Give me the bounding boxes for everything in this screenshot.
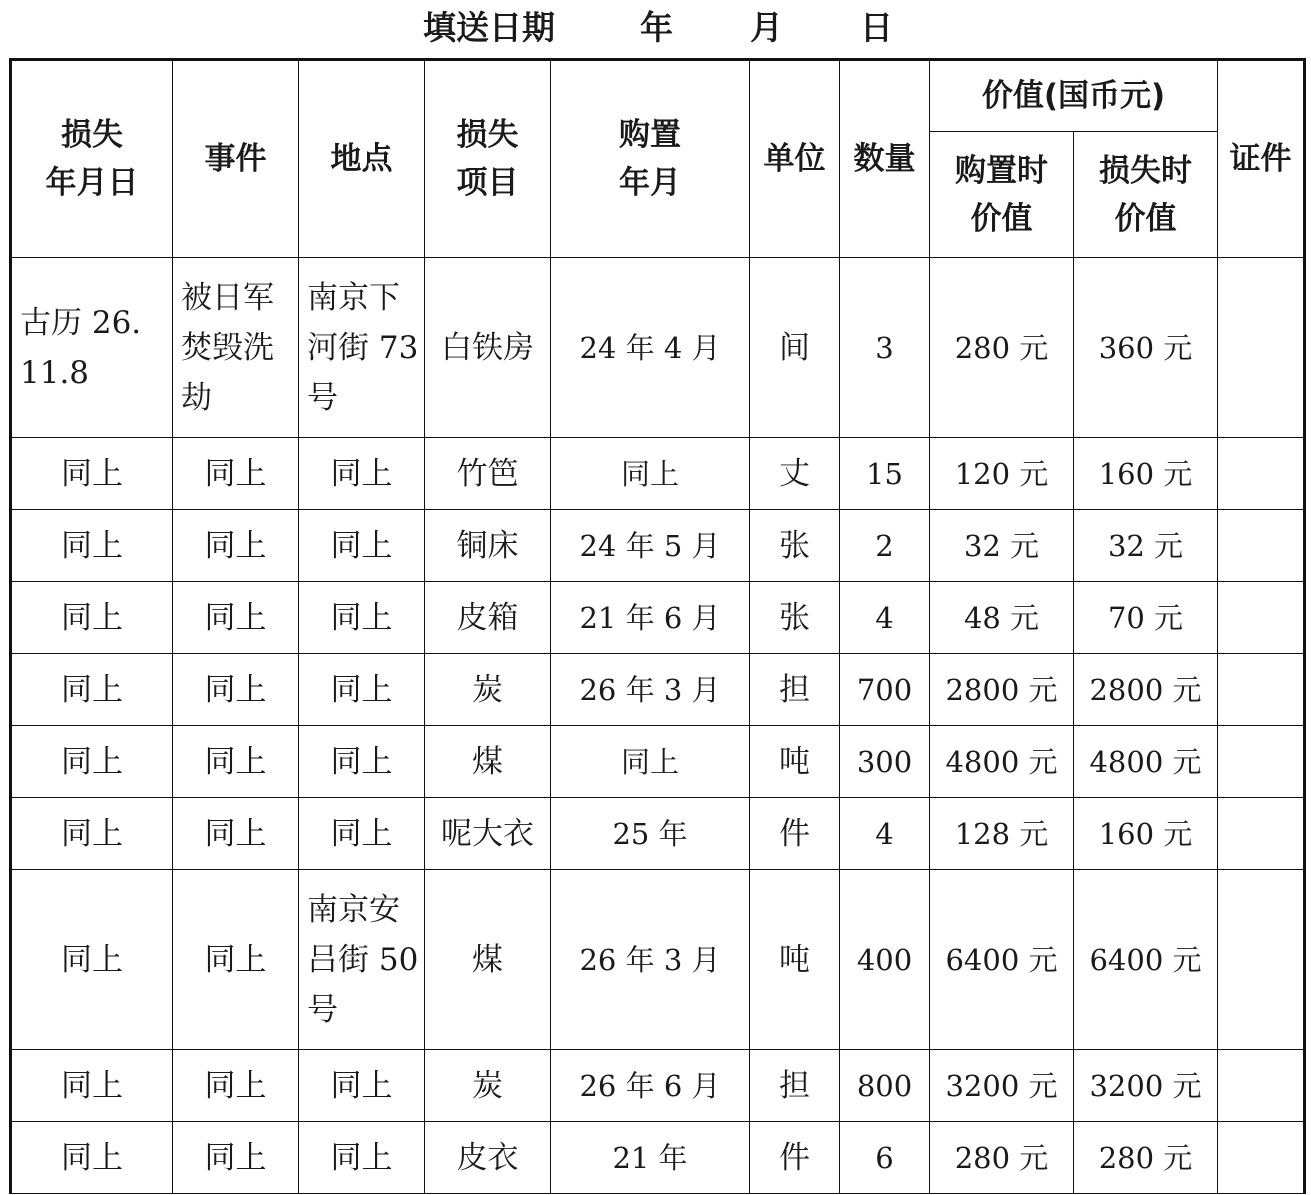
cell-quantity: 3 [840, 258, 930, 438]
cell-purchase-date: 24 年 5 月 [551, 510, 750, 582]
cell-loss-item: 铜床 [425, 510, 551, 582]
header-unit: 单位 [750, 60, 840, 258]
cell-event: 同上 [173, 582, 299, 654]
table-row [11, 870, 1305, 1050]
cell-loss-value: 3200 元 [1074, 1050, 1218, 1122]
header-certificate: 证件 [1218, 60, 1305, 258]
cell-line: 11.8 [20, 354, 90, 391]
cell-line: 南京下 [307, 279, 400, 316]
cell-location: 同上 [299, 726, 425, 798]
cell-certificate [1218, 438, 1305, 510]
cell-certificate [1218, 726, 1305, 798]
table-row [11, 726, 1305, 798]
cell-line: 号 [307, 379, 338, 416]
year-label: 年 [640, 8, 673, 47]
cell-loss-value: 32 元 [1074, 510, 1218, 582]
cell-event [173, 258, 299, 438]
cell-loss-item: 白铁房 [425, 258, 551, 438]
cell-event: 同上 [173, 438, 299, 510]
cell-loss-value: 360 元 [1074, 258, 1218, 438]
table-row [11, 582, 1305, 654]
cell-quantity: 4 [840, 582, 930, 654]
cell-certificate [1218, 1050, 1305, 1122]
cell-event: 同上 [173, 726, 299, 798]
cell-loss-date: 同上 [11, 870, 173, 1050]
header-loss-item [425, 60, 551, 258]
cell-loss-value: 160 元 [1074, 438, 1218, 510]
cell-purchase-date: 同上 [551, 438, 750, 510]
cell-certificate [1218, 1122, 1305, 1194]
cell-loss-value: 4800 元 [1074, 726, 1218, 798]
cell-purchase-value: 280 元 [930, 258, 1074, 438]
cell-event: 同上 [173, 1122, 299, 1194]
cell-purchase-value: 4800 元 [930, 726, 1074, 798]
cell-certificate [1218, 582, 1305, 654]
cell-loss-date: 同上 [11, 654, 173, 726]
cell-location: 同上 [299, 582, 425, 654]
cell-purchase-value: 6400 元 [930, 870, 1074, 1050]
cell-certificate [1218, 654, 1305, 726]
cell-line: 焚毁洗 [181, 329, 274, 366]
header-location: 地点 [299, 60, 425, 258]
cell-loss-date: 同上 [11, 510, 173, 582]
cell-purchase-date: 26 年 3 月 [551, 654, 750, 726]
cell-unit: 吨 [750, 870, 840, 1050]
cell-purchase-value: 280 元 [930, 1122, 1074, 1194]
cell-purchase-value: 128 元 [930, 798, 1074, 870]
table-row [11, 438, 1305, 510]
cell-location: 同上 [299, 438, 425, 510]
cell-loss-item: 炭 [425, 654, 551, 726]
cell-certificate [1218, 798, 1305, 870]
loss-table [9, 58, 1306, 1194]
cell-quantity: 800 [840, 1050, 930, 1122]
cell-line: 河街 73 [307, 329, 419, 366]
cell-loss-date: 同上 [11, 1122, 173, 1194]
cell-quantity: 300 [840, 726, 930, 798]
cell-loss-date: 同上 [11, 1050, 173, 1122]
cell-line: 被日军 [181, 279, 274, 316]
cell-unit: 间 [750, 258, 840, 438]
month-label: 月 [750, 8, 783, 47]
cell-loss-date [11, 258, 173, 438]
header-loss-value-line1: 损失时 [1099, 152, 1192, 189]
cell-loss-value: 6400 元 [1074, 870, 1218, 1050]
cell-line: 劫 [181, 379, 212, 416]
cell-unit: 丈 [750, 438, 840, 510]
cell-line: 号 [307, 991, 338, 1028]
cell-purchase-value: 3200 元 [930, 1050, 1074, 1122]
cell-quantity: 700 [840, 654, 930, 726]
cell-purchase-date: 26 年 3 月 [551, 870, 750, 1050]
header-row-top [11, 60, 1305, 132]
cell-location: 同上 [299, 798, 425, 870]
cell-purchase-date: 21 年 6 月 [551, 582, 750, 654]
cell-loss-item: 煤 [425, 726, 551, 798]
header-loss-value-line2: 价值 [1114, 200, 1177, 237]
cell-loss-item: 炭 [425, 1050, 551, 1122]
cell-line: 古历 26. [20, 304, 142, 341]
cell-location [299, 870, 425, 1050]
header-loss-item-line1: 损失 [456, 117, 519, 153]
cell-quantity: 6 [840, 1122, 930, 1194]
cell-purchase-value: 2800 元 [930, 654, 1074, 726]
table-row [11, 1050, 1305, 1122]
cell-unit: 担 [750, 1050, 840, 1122]
cell-location: 同上 [299, 510, 425, 582]
table-row [11, 798, 1305, 870]
cell-unit: 张 [750, 510, 840, 582]
cell-loss-item: 皮箱 [425, 582, 551, 654]
header-loss-date-line2: 年月日 [45, 165, 139, 201]
cell-purchase-date: 26 年 6 月 [551, 1050, 750, 1122]
header-loss-item-line2: 项目 [456, 165, 519, 201]
cell-certificate [1218, 870, 1305, 1050]
cell-purchase-date: 21 年 [551, 1122, 750, 1194]
table-row [11, 654, 1305, 726]
cell-loss-item: 皮衣 [425, 1122, 551, 1194]
header-purchase-value [930, 132, 1074, 258]
header-purchase-date-line2: 年月 [619, 165, 681, 201]
cell-quantity: 4 [840, 798, 930, 870]
cell-unit: 担 [750, 654, 840, 726]
cell-loss-item: 煤 [425, 870, 551, 1050]
table-row [11, 1122, 1305, 1194]
cell-loss-value: 280 元 [1074, 1122, 1218, 1194]
cell-loss-date: 同上 [11, 726, 173, 798]
cell-purchase-date: 25 年 [551, 798, 750, 870]
cell-event: 同上 [173, 1050, 299, 1122]
cell-unit: 件 [750, 1122, 840, 1194]
cell-loss-item: 呢大衣 [425, 798, 551, 870]
cell-event: 同上 [173, 870, 299, 1050]
cell-loss-value: 70 元 [1074, 582, 1218, 654]
cell-loss-date: 同上 [11, 438, 173, 510]
header-purchase-date-line1: 购置 [619, 117, 681, 153]
header-purchase-date [551, 60, 750, 258]
cell-location: 同上 [299, 1122, 425, 1194]
cell-quantity: 2 [840, 510, 930, 582]
cell-loss-item: 竹笆 [425, 438, 551, 510]
cell-loss-value: 2800 元 [1074, 654, 1218, 726]
cell-unit: 张 [750, 582, 840, 654]
cell-certificate [1218, 258, 1305, 438]
header-value-group: 价值(国币元) [930, 60, 1218, 132]
cell-purchase-value: 32 元 [930, 510, 1074, 582]
cell-event: 同上 [173, 654, 299, 726]
cell-purchase-date: 同上 [551, 726, 750, 798]
cell-location: 同上 [299, 654, 425, 726]
cell-event: 同上 [173, 798, 299, 870]
cell-quantity: 15 [840, 438, 930, 510]
table-row [11, 510, 1305, 582]
header-purchase-value-line2: 价值 [970, 200, 1033, 237]
header-quantity: 数量 [840, 60, 930, 258]
cell-location: 同上 [299, 1050, 425, 1122]
day-label: 日 [860, 8, 893, 47]
header-purchase-value-line1: 购置时 [955, 152, 1048, 189]
header-loss-value [1074, 132, 1218, 258]
cell-location [299, 258, 425, 438]
form-date-line [0, 6, 1311, 50]
cell-purchase-value: 48 元 [930, 582, 1074, 654]
cell-purchase-date: 24 年 4 月 [551, 258, 750, 438]
cell-unit: 件 [750, 798, 840, 870]
header-loss-date [11, 60, 173, 258]
cell-line: 吕街 50 [307, 941, 419, 978]
table-row [11, 258, 1305, 438]
cell-line: 南京安 [307, 891, 400, 928]
header-loss-date-line1: 损失 [61, 117, 123, 153]
cell-event: 同上 [173, 510, 299, 582]
fill-date-label: 填送日期 [423, 8, 555, 47]
cell-loss-value: 160 元 [1074, 798, 1218, 870]
cell-loss-date: 同上 [11, 582, 173, 654]
cell-quantity: 400 [840, 870, 930, 1050]
cell-unit: 吨 [750, 726, 840, 798]
header-event: 事件 [173, 60, 299, 258]
cell-certificate [1218, 510, 1305, 582]
cell-loss-date: 同上 [11, 798, 173, 870]
cell-purchase-value: 120 元 [930, 438, 1074, 510]
